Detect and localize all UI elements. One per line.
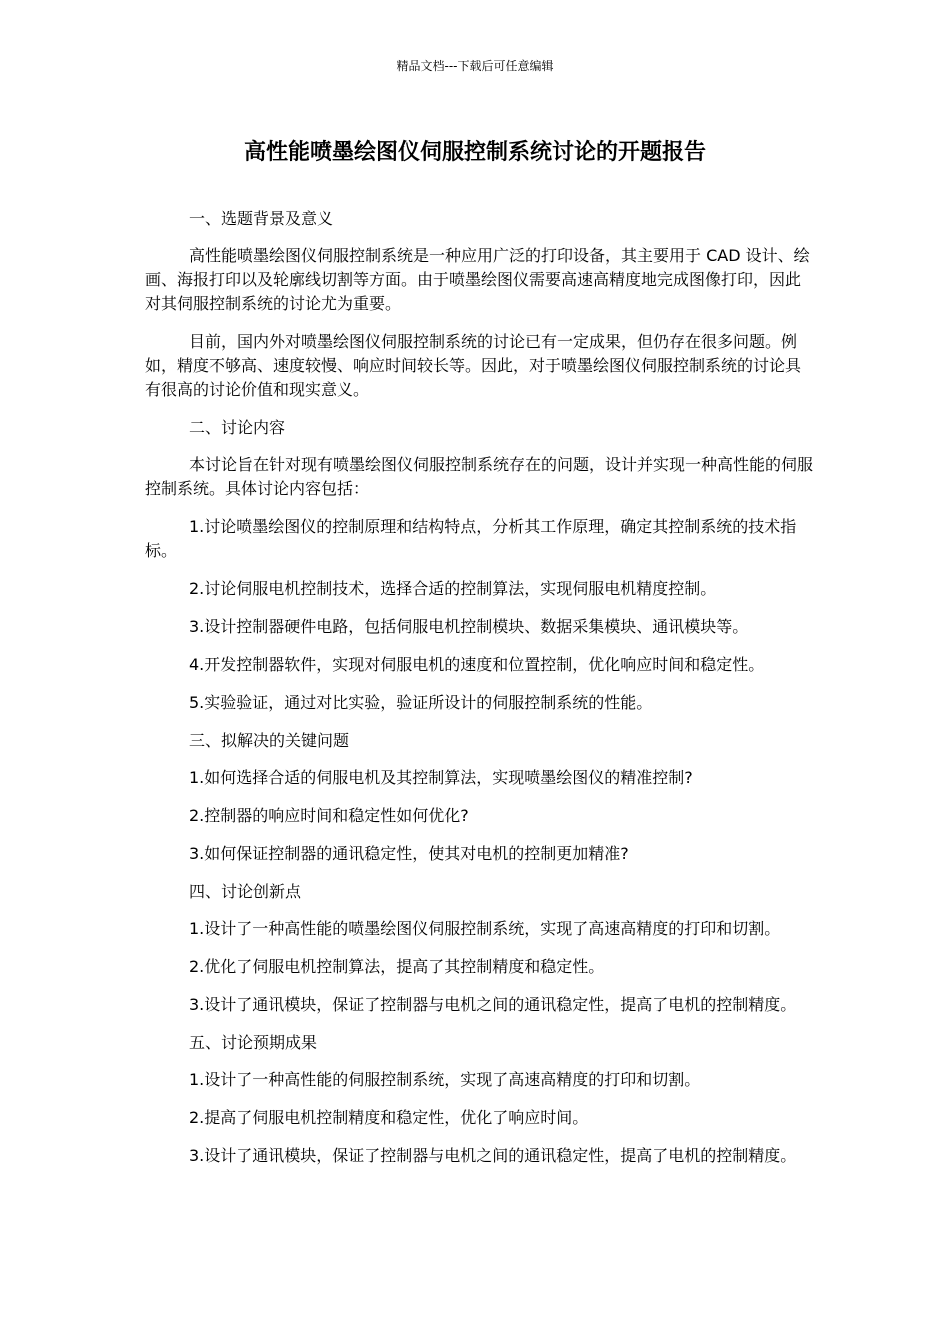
list-item-problem-1: 1.如何选择合适的伺服电机及其控制算法，实现喷墨绘图仪的精准控制? bbox=[189, 768, 693, 787]
document-title: 高性能喷墨绘图仪伺服控制系统讨论的开题报告 bbox=[243, 140, 706, 165]
list-item-content-5: 5.实验验证，通过对比实验，验证所设计的伺服控制系统的性能。 bbox=[189, 693, 653, 712]
list-item-innovation-3: 3.设计了通讯模块，保证了控制器与电机之间的通讯稳定性，提高了电机的控制精度。 bbox=[189, 995, 797, 1014]
list-item-innovation-2: 2.优化了伺服电机控制算法，提高了其控制精度和稳定性。 bbox=[189, 957, 605, 976]
paragraph-background-intro: 高性能喷墨绘图仪伺服控制系统是一种应用广泛的打印设备，其主要用于 CAD 设计、绘画、海报打印以及轮廓线切割等方面。由于喷墨绘图仪需要高速高精度地完成图像打印，因此对其伺服控制系统的讨论尤为重要。 bbox=[145, 246, 810, 313]
list-item-content-1: 1.讨论喷墨绘图仪的控制原理和结构特点，分析其工作原理，确定其控制系统的技术指标。 bbox=[145, 517, 797, 560]
header-note: 精品文档---下载后可任意编辑 bbox=[396, 59, 554, 73]
list-item-content-4: 4.开发控制器软件，实现对伺服电机的速度和位置控制，优化响应时间和稳定性。 bbox=[189, 655, 765, 674]
section-heading-innovation: 四、讨论创新点 bbox=[189, 882, 302, 901]
document-body bbox=[145, 207, 815, 1182]
paragraph-content-intro: 本讨论旨在针对现有喷墨绘图仪伺服控制系统存在的问题，设计并实现一种高性能的伺服控制系统。具体讨论内容包括： bbox=[145, 455, 814, 498]
section-heading-background: 一、选题背景及意义 bbox=[189, 209, 334, 228]
section-heading-content: 二、讨论内容 bbox=[189, 418, 286, 437]
list-item-problem-2: 2.控制器的响应时间和稳定性如何优化? bbox=[189, 806, 469, 825]
paragraph-background-status: 目前，国内外对喷墨绘图仪伺服控制系统的讨论已有一定成果，但仍存在很多问题。例如，精度不够高、速度较慢、响应时间较长等。因此，对于喷墨绘图仪伺服控制系统的讨论具有很高的讨论价值和现实意义。 bbox=[145, 332, 802, 399]
list-item-innovation-1: 1.设计了一种高性能的喷墨绘图仪伺服控制系统，实现了高速高精度的打印和切割。 bbox=[189, 919, 781, 938]
section-heading-expected-results: 五、讨论预期成果 bbox=[189, 1033, 318, 1052]
list-item-content-2: 2.讨论伺服电机控制技术，选择合适的控制算法，实现伺服电机精度控制。 bbox=[189, 579, 717, 598]
list-item-result-1: 1.设计了一种高性能的伺服控制系统，实现了高速高精度的打印和切割。 bbox=[189, 1070, 701, 1089]
list-item-content-3: 3.设计控制器硬件电路，包括伺服电机控制模块、数据采集模块、通讯模块等。 bbox=[189, 617, 749, 636]
section-heading-key-problems: 三、拟解决的关键问题 bbox=[189, 731, 350, 750]
list-item-problem-3: 3.如何保证控制器的通讯稳定性，使其对电机的控制更加精准? bbox=[189, 844, 629, 863]
list-item-result-2: 2.提高了伺服电机控制精度和稳定性，优化了响应时间。 bbox=[189, 1108, 589, 1127]
list-item-result-3: 3.设计了通讯模块，保证了控制器与电机之间的通讯稳定性，提高了电机的控制精度。 bbox=[189, 1146, 797, 1165]
